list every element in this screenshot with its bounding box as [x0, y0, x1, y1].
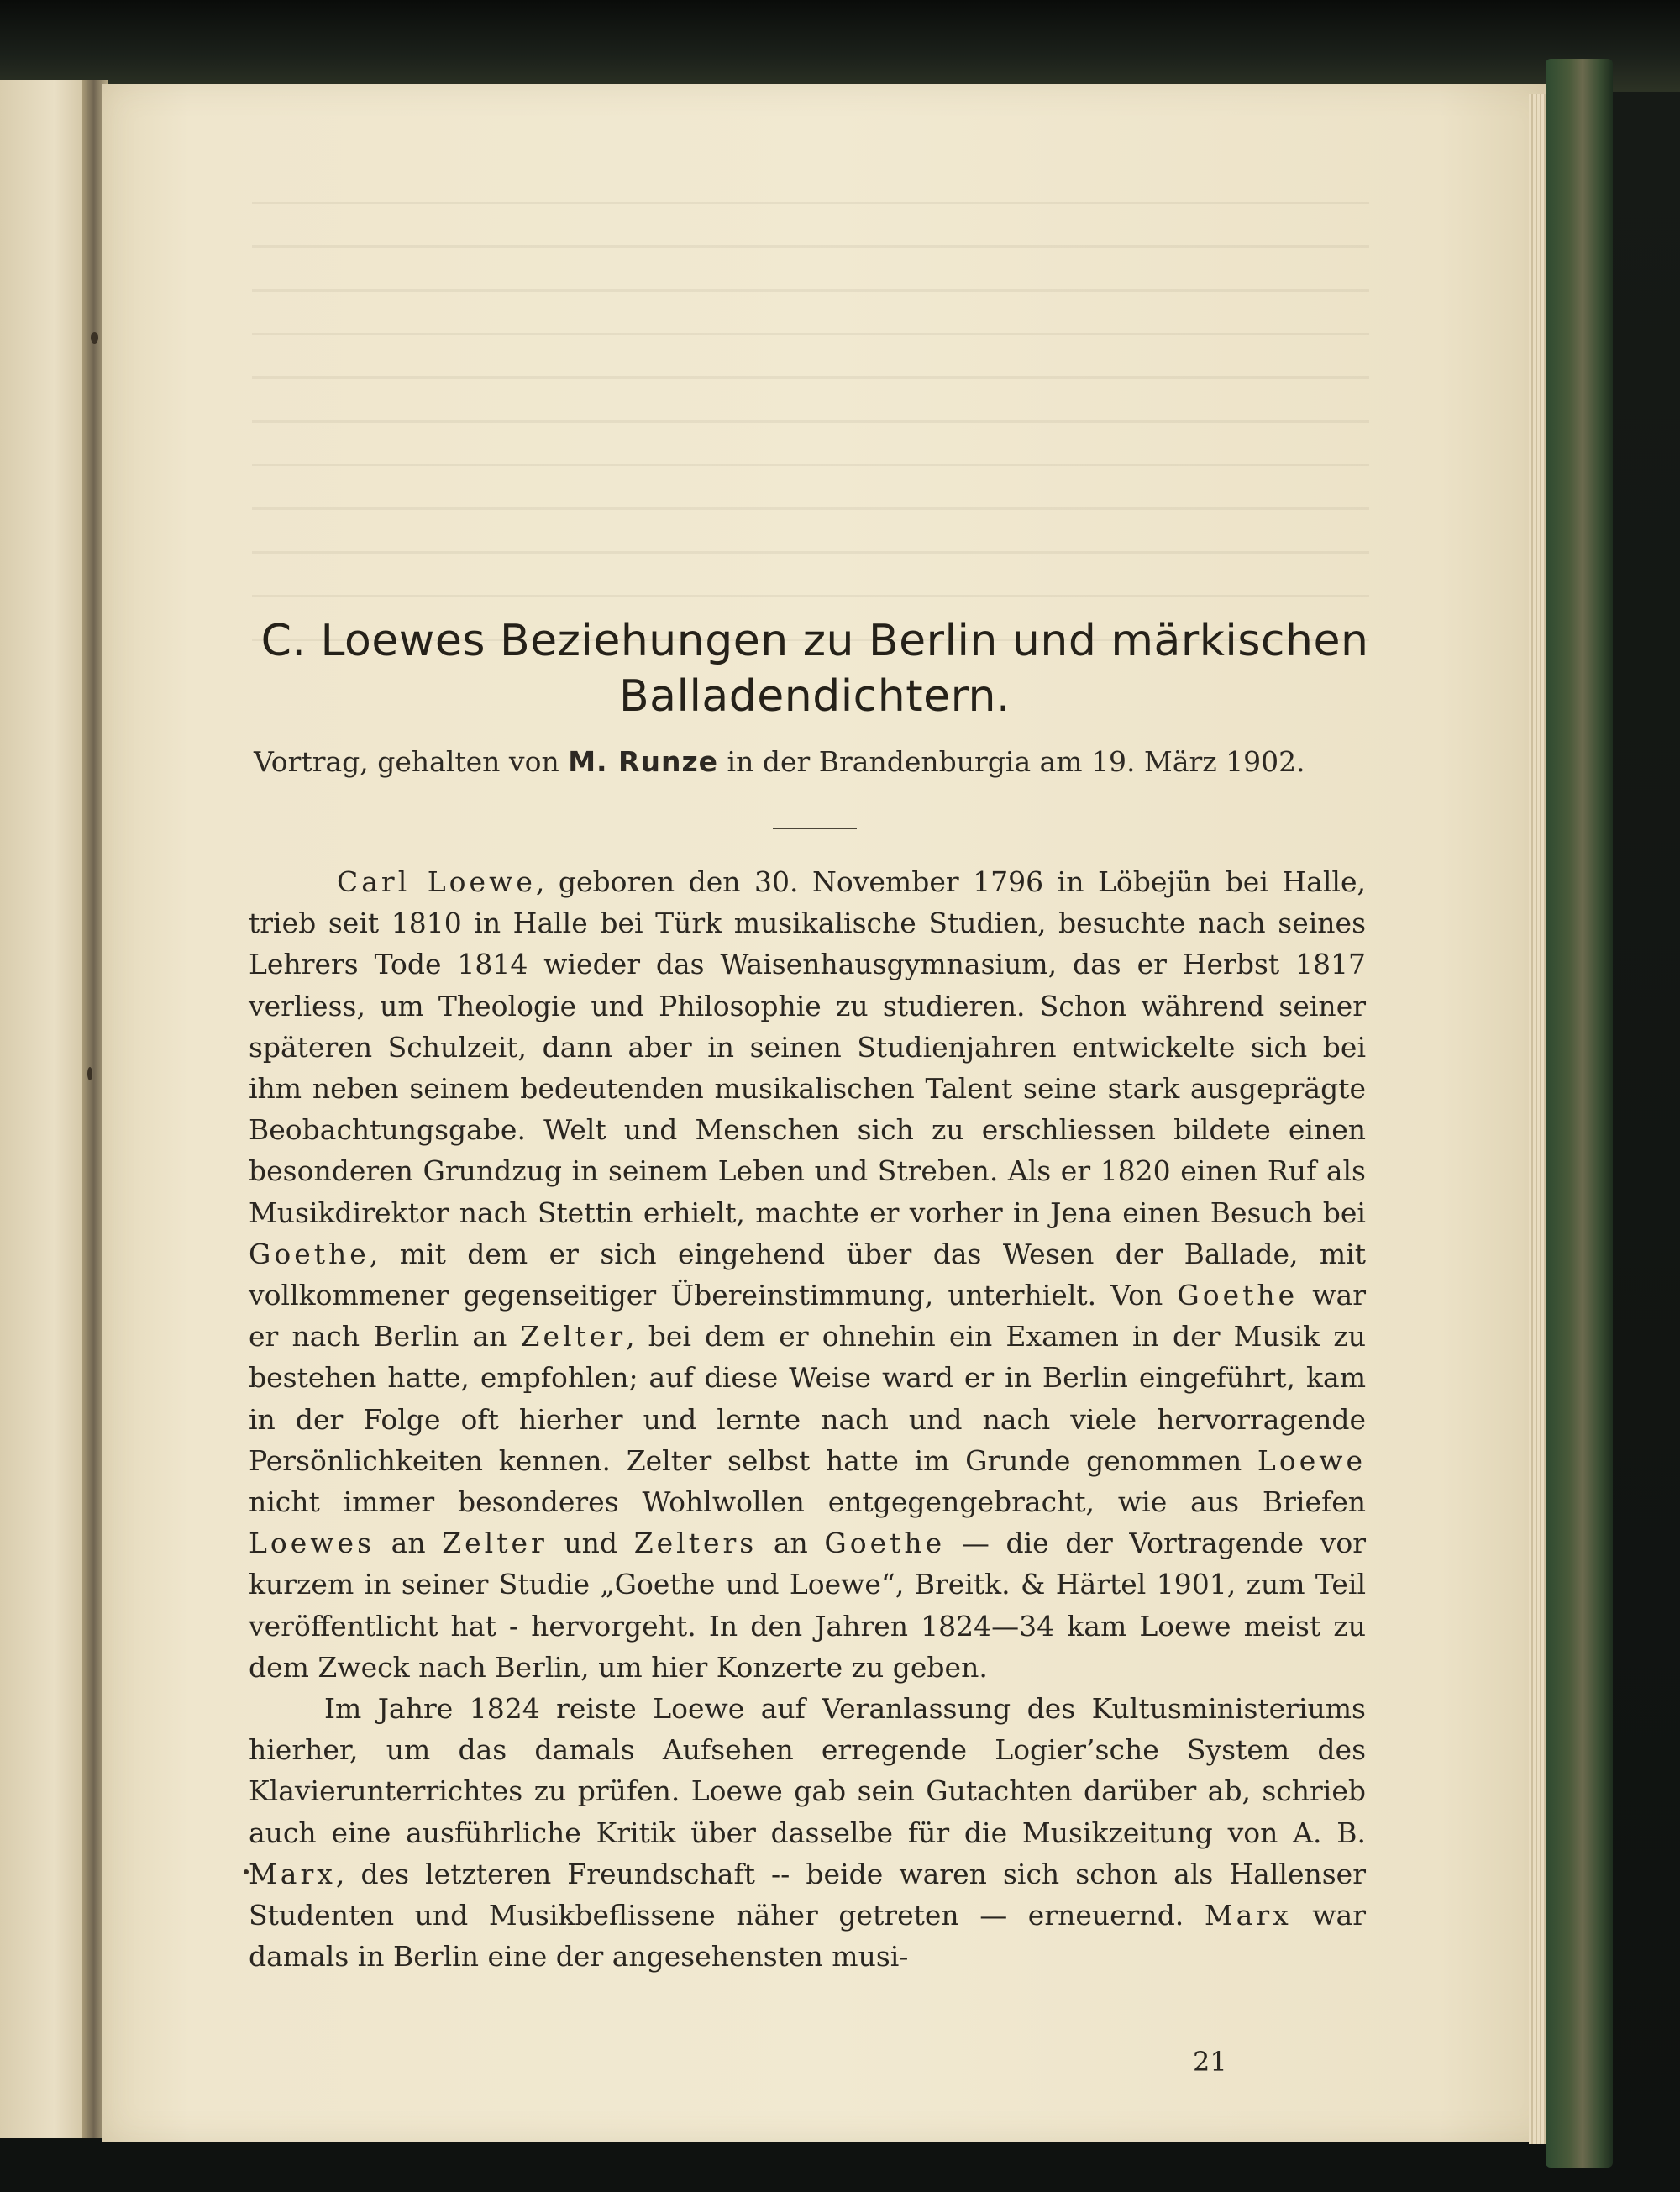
paragraph-2 — [249, 1688, 1366, 1977]
spaced-name: Goethe — [824, 1527, 946, 1560]
show-through-text — [252, 176, 1369, 647]
spaced-name: Goethe — [1177, 1279, 1299, 1312]
spaced-name: Zelter — [442, 1527, 548, 1560]
book-cover-right — [1546, 59, 1613, 2168]
paragraph-text: , bei dem er ohnehin ein Examen in der Musik zu bestehen hatte, empfohlen; auf diese Weise ward er in Berlin eingeführt, kam in der Folge oft hierher und lernte nach und nach viele hervorragende Persönlichkeiten kennen. Zelter selbst hatte im Grunde genommen — [249, 1320, 1366, 1477]
margin-spot — [91, 332, 98, 344]
paragraph-text: , des letzteren Freundschaft -- beide waren sich schon als Hallenser Studenten und Musikbeflissene näher getreten — erneuernd. — [249, 1857, 1366, 1932]
paragraph-text: , geboren den 30. November 1796 in Löbejün bei Halle, trieb seit 1810 in Halle bei Türk musikalische Studien, besuchte nach seines Lehrers Tode 1814 wieder das Waisenhausgymnasium, das er Herbst 1817 verliess, um Theologie und Philosophie zu studieren. Schon während seiner späteren Schulzeit, dann aber in seinen Studienjahren entwickelte sich bei ihm neben seinem bedeutenden musikalischen Talent seine stark ausgeprägte Beobachtungsgabe. Welt und Menschen sich zu erschliessen bildete einen besonderen Grundzug in seinem Leben und Streben. Als er 1820 einen Ruf als Musikdirektor nach Stettin erhielt, machte er vorher in Jena einen Besuch bei — [249, 865, 1366, 1229]
paragraph-text: nicht immer besonderes Wohlwollen entgegengebracht, wie aus Briefen — [249, 1485, 1366, 1519]
paragraph-text: an — [757, 1527, 825, 1560]
spaced-name: Loewe — [1257, 1443, 1366, 1477]
page-number: 21 — [1193, 2046, 1227, 2078]
article-title: C. Loewes Beziehungen zu Berlin und märkischen Balladendichtern. — [260, 616, 1369, 722]
spaced-name: Loewes — [249, 1527, 375, 1560]
paragraph-text: , mit dem er sich eingehend über das Wesen der Ballade, mit vollkommener gegenseitiger Übereinstimmung, unterhielt. Von — [249, 1237, 1366, 1312]
paragraph-1 — [249, 861, 1366, 1688]
paragraph-text: an — [375, 1527, 443, 1560]
article-body — [249, 861, 1366, 1977]
paragraph-text: und — [547, 1527, 634, 1560]
spaced-name: Zelter — [520, 1320, 627, 1354]
spaced-name: Carl Loewe — [337, 865, 536, 898]
paragraph-text: — die der Vortragende vor kurzem in seiner Studie „Goethe und Loewe“, Breitk. & Härtel 1901, zum Teil veröffentlicht hat - hervorgeht. In den Jahren 1824—34 kam Loewe meist zu dem Zweck nach Berlin, um hier Konzerte zu geben. — [249, 1527, 1366, 1684]
article-subtitle — [254, 744, 1379, 781]
subtitle-prefix: Vortrag, gehalten von — [254, 745, 569, 778]
spaced-name: Zelters — [633, 1527, 758, 1560]
separator-rule — [773, 828, 857, 829]
margin-spot — [87, 1067, 92, 1080]
spaced-name: Marx — [249, 1857, 336, 1890]
subtitle-suffix: in der Brandenburgia am 19. März 1902. — [718, 745, 1305, 778]
paragraph-text: Im Jahre 1824 reiste Loewe auf Veranlassung des Kultusministeriums hierher, um das damals Aufsehen erregende Logier’sche System des Klavierunterrichtes zu prüfen. Loewe gab sein Gutachten darüber ab, schrieb auch eine ausführliche Kritik über dasselbe für die Musikzeitung von A. B. — [249, 1692, 1366, 1849]
spaced-name: Goethe — [249, 1237, 370, 1270]
spaced-name: Marx — [1204, 1899, 1292, 1932]
speaker-name: M. Runze — [568, 745, 719, 778]
left-facing-page — [0, 80, 91, 2138]
book-cover-top — [0, 0, 1680, 92]
paragraph-text: war er nach Berlin an — [249, 1279, 1366, 1354]
paragraph-text: war damals in Berlin eine der angesehensten musi- — [249, 1899, 1366, 1974]
